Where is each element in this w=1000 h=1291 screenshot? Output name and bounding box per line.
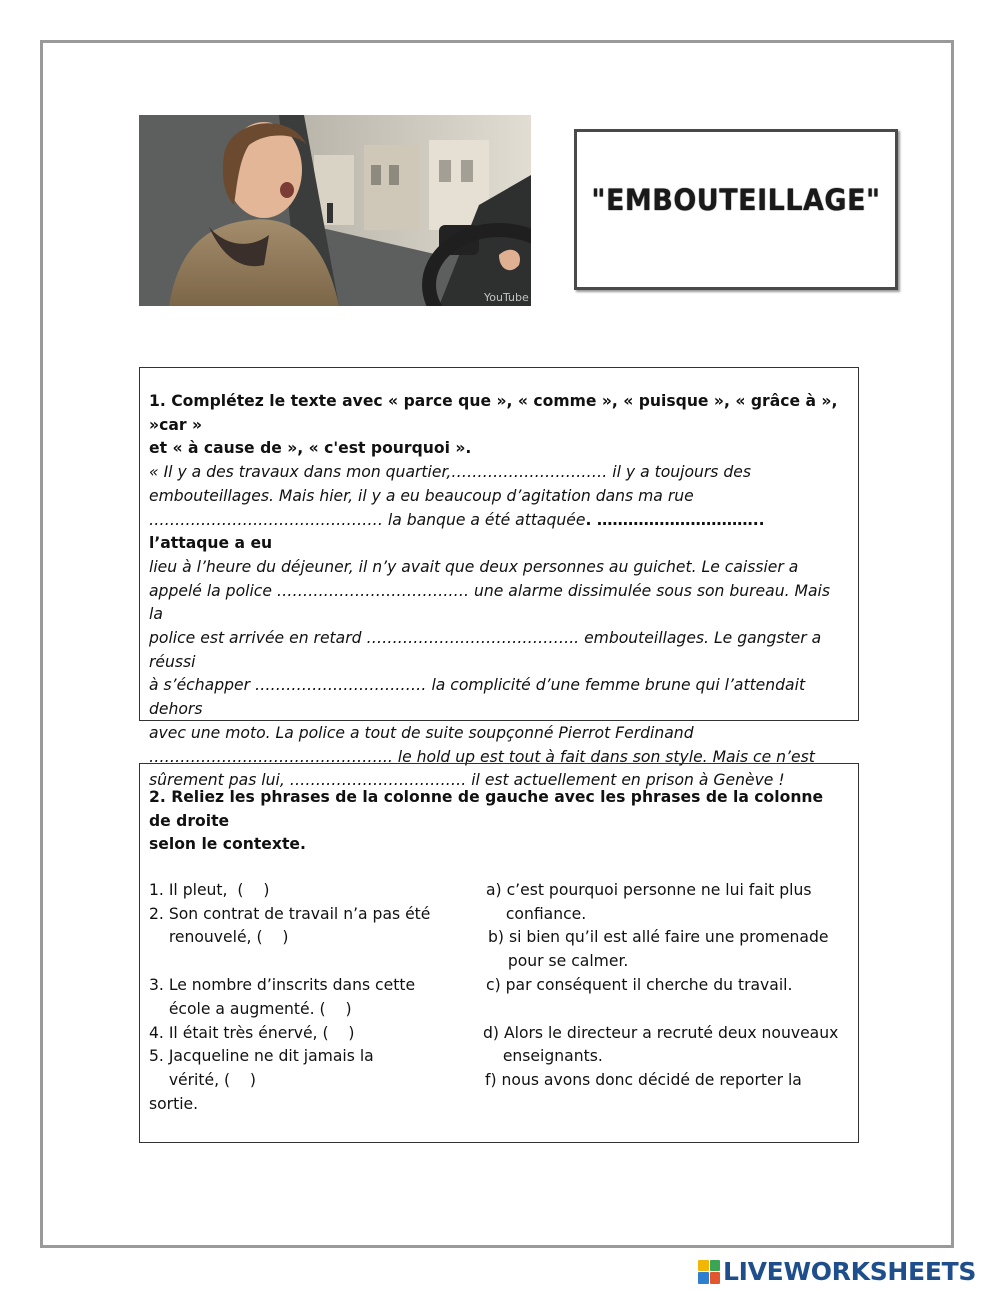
exercise-1-line: ……………………………………….. le hold up est tout à fait dans son style. Mais ce n’est	[149, 747, 815, 766]
exercise-1-line: embouteillages. Mais hier, il y a eu beaucoup d’agitation dans ma rue	[149, 486, 694, 505]
exercise-1-box	[139, 367, 859, 790]
exercise-1-line-segment: ……………………………………… la banque a été attaquée	[149, 510, 586, 529]
exercise-2-box	[139, 763, 859, 1143]
liveworksheets-brand[interactable]	[698, 1257, 976, 1286]
exercise-1-line: sûrement pas lui, ……………………………. il est actuellement en prison à Genève !	[149, 771, 785, 790]
exercise-1-line: avec une moto. La police a tout de suite soupçonné Pierrot Ferdinand	[149, 723, 694, 742]
liveworksheets-wordmark: LIVEWORKSHEETS	[723, 1257, 977, 1286]
exercise-1-line-segment: . ………………………….. l’attaque a eu	[149, 510, 765, 553]
logo-square	[698, 1260, 709, 1272]
exercise-1-line: à s’échapper …………………………… la complicité d’une femme brune qui l’attendait dehors	[149, 676, 806, 719]
exercise-2-heading-line-1: 2. Reliez les phrases de la colonne de gauche avec les phrases de la colonne de droite	[149, 788, 824, 830]
exercise-1-text	[149, 461, 844, 793]
left-column-item: sortie.	[149, 1095, 199, 1114]
exercise-1-line: appelé la police ………………………………. une alarme dissimulée sous son bureau. Mais la	[149, 581, 830, 624]
youtube-watermark: YouTube	[484, 291, 529, 304]
matching-columns	[149, 879, 844, 1124]
exercise-1-line: lieu à l’heure du déjeuner, il n’y avait que deux personnes au guichet. Le caissier a	[149, 557, 799, 576]
page-title: "EMBOUTEILLAGE"	[591, 183, 881, 218]
left-column-item: 1. Il pleut, ( )	[149, 881, 270, 900]
exercise-1-line	[149, 509, 844, 556]
driver-photo-illustration	[139, 115, 531, 306]
right-column-item: confiance.	[486, 905, 587, 924]
right-column-item: d) Alors le directeur a recruté deux nouveaux	[483, 1024, 839, 1043]
logo-square	[710, 1260, 721, 1272]
left-column-item: 3. Le nombre d’inscrits dans cette	[149, 976, 416, 995]
left-column-item: 4. Il était très énervé, ( )	[149, 1024, 355, 1043]
right-column-item: a) c’est pourquoi personne ne lui fait plus	[486, 881, 812, 900]
title-box	[574, 129, 898, 290]
left-column-item: renouvelé, ( )	[149, 928, 289, 947]
logo-square	[710, 1272, 721, 1284]
left-column-item: 5. Jacqueline ne dit jamais la	[149, 1047, 374, 1066]
exercise-2-heading-line-2: selon le contexte.	[149, 835, 306, 854]
right-column-item: b) si bien qu’il est allé faire une promenade	[488, 928, 829, 947]
exercise-1-line: « Il y a des travaux dans mon quartier,………………………… il y a toujours des	[149, 463, 752, 482]
right-column-item: enseignants.	[483, 1047, 603, 1066]
liveworksheets-logo-icon	[698, 1260, 720, 1284]
driver-photo	[139, 115, 531, 306]
right-column-item: pour se calmer.	[488, 952, 629, 971]
exercise-1-heading-line-1: 1. Complétez le texte avec « parce que », « comme », « puisque », « grâce à », »car »	[149, 392, 838, 434]
left-column-item: 2. Son contrat de travail n’a pas été	[149, 905, 431, 924]
logo-square	[698, 1272, 709, 1284]
right-column-item: c) par conséquent il cherche du travail.	[486, 976, 793, 995]
right-column-item: f) nous avons donc décidé de reporter la	[485, 1071, 802, 1090]
exercise-1-line: police est arrivée en retard ………………………………….. embouteillages. Le gangster a réussi	[149, 629, 822, 671]
exercise-1-heading-line-2: et « à cause de », « c'est pourquoi ».	[149, 439, 472, 458]
left-column-item: école a augmenté. ( )	[149, 1000, 352, 1019]
left-column-item: vérité, ( )	[149, 1071, 257, 1090]
